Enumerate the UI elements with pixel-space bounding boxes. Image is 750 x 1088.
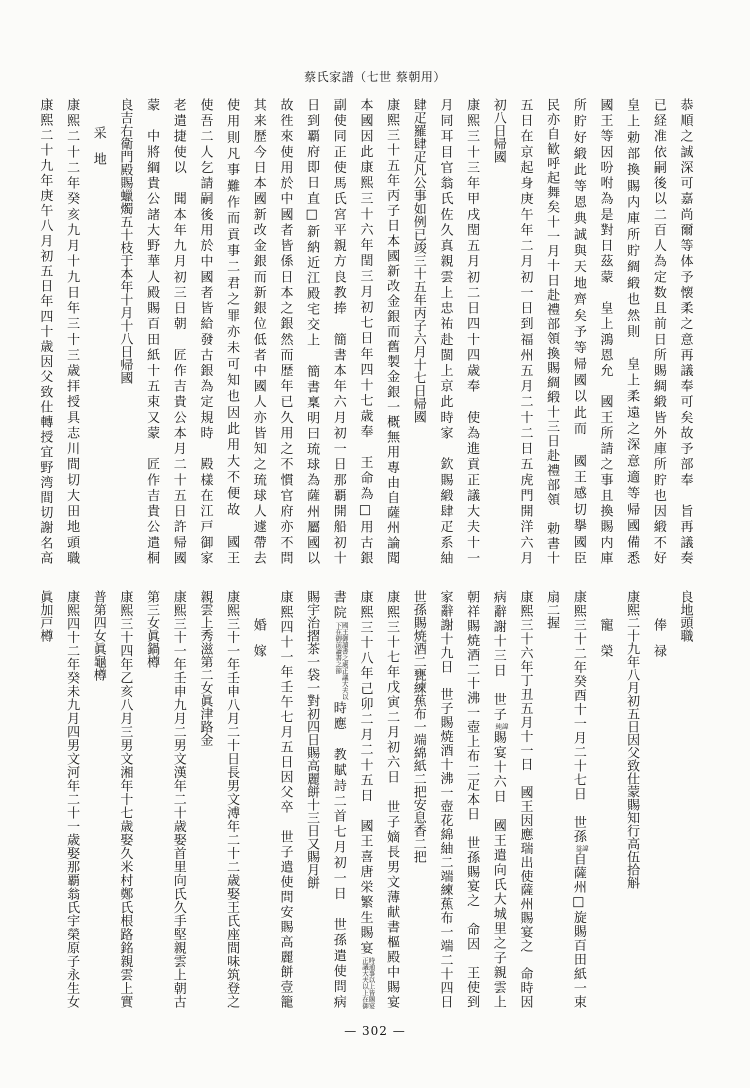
text-column	[305, 98, 318, 567]
text-column	[332, 590, 348, 1010]
note-line: 下在御前讀書之節	[334, 621, 343, 674]
column-text: 康熙四十二年癸未九月四男文河年二十一歳娶那覇翁氏宇榮原子永生女	[64, 590, 80, 1009]
column-text: 賜宴十六日 國王遣向氏大城里之子親雲上	[490, 730, 506, 1010]
column-text: 普第四女眞龜樽	[90, 590, 106, 681]
text-column	[172, 590, 185, 1009]
column-text: 蒙 中將綱貴公諸大野華人殿賜百田紙十五束又蒙 匠作吉貴公遣桐	[144, 98, 160, 567]
column-text: 恭順之誠深可嘉尚爾等体予懐柔之意再議奉可矣故予部奉 旨再議奏	[677, 98, 693, 567]
column-text: 使用則凡事難作而貢事二君之罪亦未可知也因此用大不便故 國王	[224, 98, 240, 568]
column-text: 康熙三十一年壬申八月二十日長男文溥年二十二歳娶王氏座間味筑登之	[224, 590, 240, 1009]
text-column	[198, 590, 211, 746]
column-text: 康熙二十九年庚午八月初五日年四十歳因父致仕轉授宜野湾間切謝名高	[37, 98, 53, 567]
text-column	[358, 98, 371, 567]
text-column	[518, 590, 531, 1009]
text-column	[225, 590, 238, 1009]
column-text: 家辭謝十九日 世子賜焼酒十沸一壺花綿紬二端練蕉布一端二十四日	[437, 590, 453, 1009]
text-column	[332, 98, 345, 567]
column-text: 親雲上秀滋第二女眞津路金	[197, 590, 213, 746]
column-text: 康熙二十九年八月初五日因父致仕蒙賜知行高伍拾斛	[624, 590, 640, 889]
column-text: 良地頭職	[677, 590, 693, 642]
column-text: 本國因此康熙三十六年閏三月初七日年四十七歳奉 王命為□用古銀	[357, 98, 373, 567]
text-column	[145, 98, 158, 567]
text-column	[652, 98, 665, 567]
text-column	[492, 590, 508, 1010]
interlinear-note	[361, 957, 374, 1009]
column-text: 眞加戸樽	[37, 590, 53, 642]
column-text: 康熙三十八年己卯二月二十五日 國王喜唐栄繁生賜宴	[357, 590, 373, 957]
column-text: 時應 教賦詩二首七月初一日 世孫遣使問病	[330, 700, 346, 1011]
text-column	[465, 590, 478, 1009]
column-text: 第三女眞鍋樽	[144, 590, 160, 668]
note-line: 國王御讀書之處正議大夫以	[340, 621, 349, 700]
column-text: 其来歴今日本國新改金銀而新銀位低者中國人亦皆知之琉球人遽帶去	[250, 98, 266, 567]
text-column	[598, 98, 611, 567]
note-line: 純	[494, 723, 503, 730]
text-column	[385, 590, 398, 1010]
section-heading	[652, 590, 665, 657]
column-text: 書院	[330, 590, 346, 621]
column-text: 已経准依嗣後以二百人為定数且前日所賜綢緞皆外庫所貯也因緞不好	[650, 98, 666, 567]
heading-text: 俸 禄	[650, 618, 666, 657]
text-column	[252, 98, 265, 567]
text-column	[572, 98, 585, 567]
column-text: 賜宇治摺茶一袋一對初四日賜高麗餅十三日又賜月餅	[304, 590, 320, 889]
text-column	[545, 590, 558, 629]
column-text: 康熙四十一年壬午七月五日因父卒 世子遣使問安賜高麗餅壹籠	[277, 590, 293, 1010]
heading-text: 婚 嫁	[250, 618, 266, 657]
column-text: 國王等因吩咐為是對日茲蒙 皇上鴻恩允 國王所請之事且換賜内庫	[597, 98, 613, 567]
text-column	[278, 590, 291, 1010]
text-column	[625, 590, 638, 889]
column-text: 康熙三十六年丁丑五月十一日 國王因應瑞出使薩州賜宴之 命時因	[517, 590, 533, 1009]
text-column	[278, 98, 291, 567]
column-text: 康熙三十四年乙亥八月三男文湘年十七歳娶久米村鄭氏根路銘親雲上實	[117, 590, 133, 1009]
text-column	[172, 98, 185, 567]
section-heading	[598, 590, 611, 657]
note-line: 益	[574, 844, 583, 852]
section-heading	[252, 590, 265, 657]
text-column	[545, 98, 558, 566]
text-column	[305, 590, 318, 889]
column-text: 康熙三十七年戊寅二月初六日 世子嫡長男文薄献書樞殿中賜宴	[384, 590, 400, 1010]
running-header: 蔡氏家譜（七世 蔡朝用）	[304, 70, 446, 84]
column-text: 世孫賜焼酒二甕練蕉布一端綿紙二把安息香二把	[410, 590, 426, 863]
text-column	[518, 98, 531, 567]
column-text: 皇上勅部換賜内庫所貯綢緞也然則 皇上柔遠之深意適等帰國備悉	[624, 98, 640, 568]
text-column	[492, 98, 505, 163]
note-line: 諱	[500, 723, 509, 730]
column-text: 使吾二人乞請嗣後用於中國者皆給發古銀為定規時 殿樣在江戸御家	[197, 98, 213, 567]
text-column	[225, 98, 238, 567]
interlinear-note	[335, 622, 348, 700]
note-line: 正議大夫以上在御	[360, 957, 369, 1010]
text-column	[679, 590, 692, 642]
column-text: 故徃來使用於中國者皆係日本之銀然而歴年已久用之不慣官府亦不問	[277, 98, 293, 567]
column-text: 副使同正使馬氏宮平親方良教捧 簡書本年六月初一日那覇開船初十	[330, 98, 346, 567]
column-text: 康熙三十三年甲戌閏五月初二日四十四歳奉 使為進貢正議大夫十一	[464, 98, 480, 567]
column-text: 初八日帰國	[490, 98, 506, 163]
text-column	[118, 98, 131, 384]
column-text: 病辭謝十三日 世子	[490, 590, 506, 723]
column-text: 老遣捷使以 聞本年九月初三日朝 匠作吉貴公本月二十五日許帰國	[170, 98, 186, 567]
column-text: 康熙三十二年癸酉十一月二十七日 世孫	[570, 590, 586, 844]
text-column	[38, 98, 51, 566]
text-column	[679, 98, 692, 567]
column-text: 肆疋羅肆疋凡公事如例已竣三十五年丙子六月十七日帰國	[410, 98, 426, 423]
section-heading	[92, 98, 105, 165]
text-column	[438, 590, 451, 1009]
text-column	[412, 590, 425, 863]
column-text: 扇二握	[544, 590, 560, 629]
column-text: 月同耳目官翁氏佐久真親雲上忠祐赴閩上京此時家 欽賜緞肆疋系紬	[437, 98, 453, 567]
column-text: 五日在京起身庚午年二月初一日到福州五月二十二日五虎門開洋六月	[517, 98, 533, 567]
text-column	[385, 98, 398, 566]
column-text: 康熙二十二年癸亥九月十九日年三十三歳拝授具志川間切大田地頭職	[64, 98, 80, 567]
page-number: — 302 —	[344, 1024, 406, 1038]
text-column	[92, 590, 105, 681]
column-text: 朝祥賜焼酒二十沸一壺上布二疋本日 世孫賜宴之 命因 王使到	[464, 590, 480, 1010]
heading-text: 采 地	[90, 126, 106, 165]
text-column	[145, 590, 158, 668]
column-text: 所貯好緞此等恩典誠與天地齊矣予等帰國以此而 國王感切擧國臣	[570, 98, 586, 568]
text-column	[625, 98, 638, 567]
text-column	[198, 98, 211, 567]
text-column	[412, 98, 425, 423]
interlinear-note	[575, 845, 588, 852]
text-column	[65, 98, 78, 567]
text-column	[465, 98, 478, 567]
text-column	[438, 98, 451, 567]
column-text: 民亦自歓呼起舞矣十一月十日赴禮部領換賜綢緞十三日赴禮部領 勅書十	[544, 98, 560, 566]
column-text: 日到覇府即日直□新納近江殿宅交上 簡書稟明曰琉球為薩州屬國以	[304, 98, 320, 567]
text-column	[65, 590, 78, 1009]
note-line: 時通事以上皆賜宴	[367, 957, 376, 1010]
column-text: 自薩州□旋賜百田紙一束	[570, 852, 586, 1010]
text-column	[38, 590, 51, 642]
text-column	[118, 590, 131, 1009]
text-column	[358, 590, 374, 1010]
column-text: 康熙三十一年壬申九月二男文漢年二十歳娶首里向氏久手堅親雲上朝古	[170, 590, 186, 1009]
text-column	[572, 590, 588, 1009]
heading-text: 寵 榮	[597, 618, 613, 657]
interlinear-note	[495, 723, 508, 730]
column-text: 良吉右衛門殿賜蠟燭五十枝于本年十月十八日帰國	[117, 98, 133, 384]
column-text: 康熙三十五年丙子日本國新改金銀而舊製金銀一概無用專由自薩州論聞	[384, 98, 400, 567]
note-line: 諱	[580, 844, 589, 852]
